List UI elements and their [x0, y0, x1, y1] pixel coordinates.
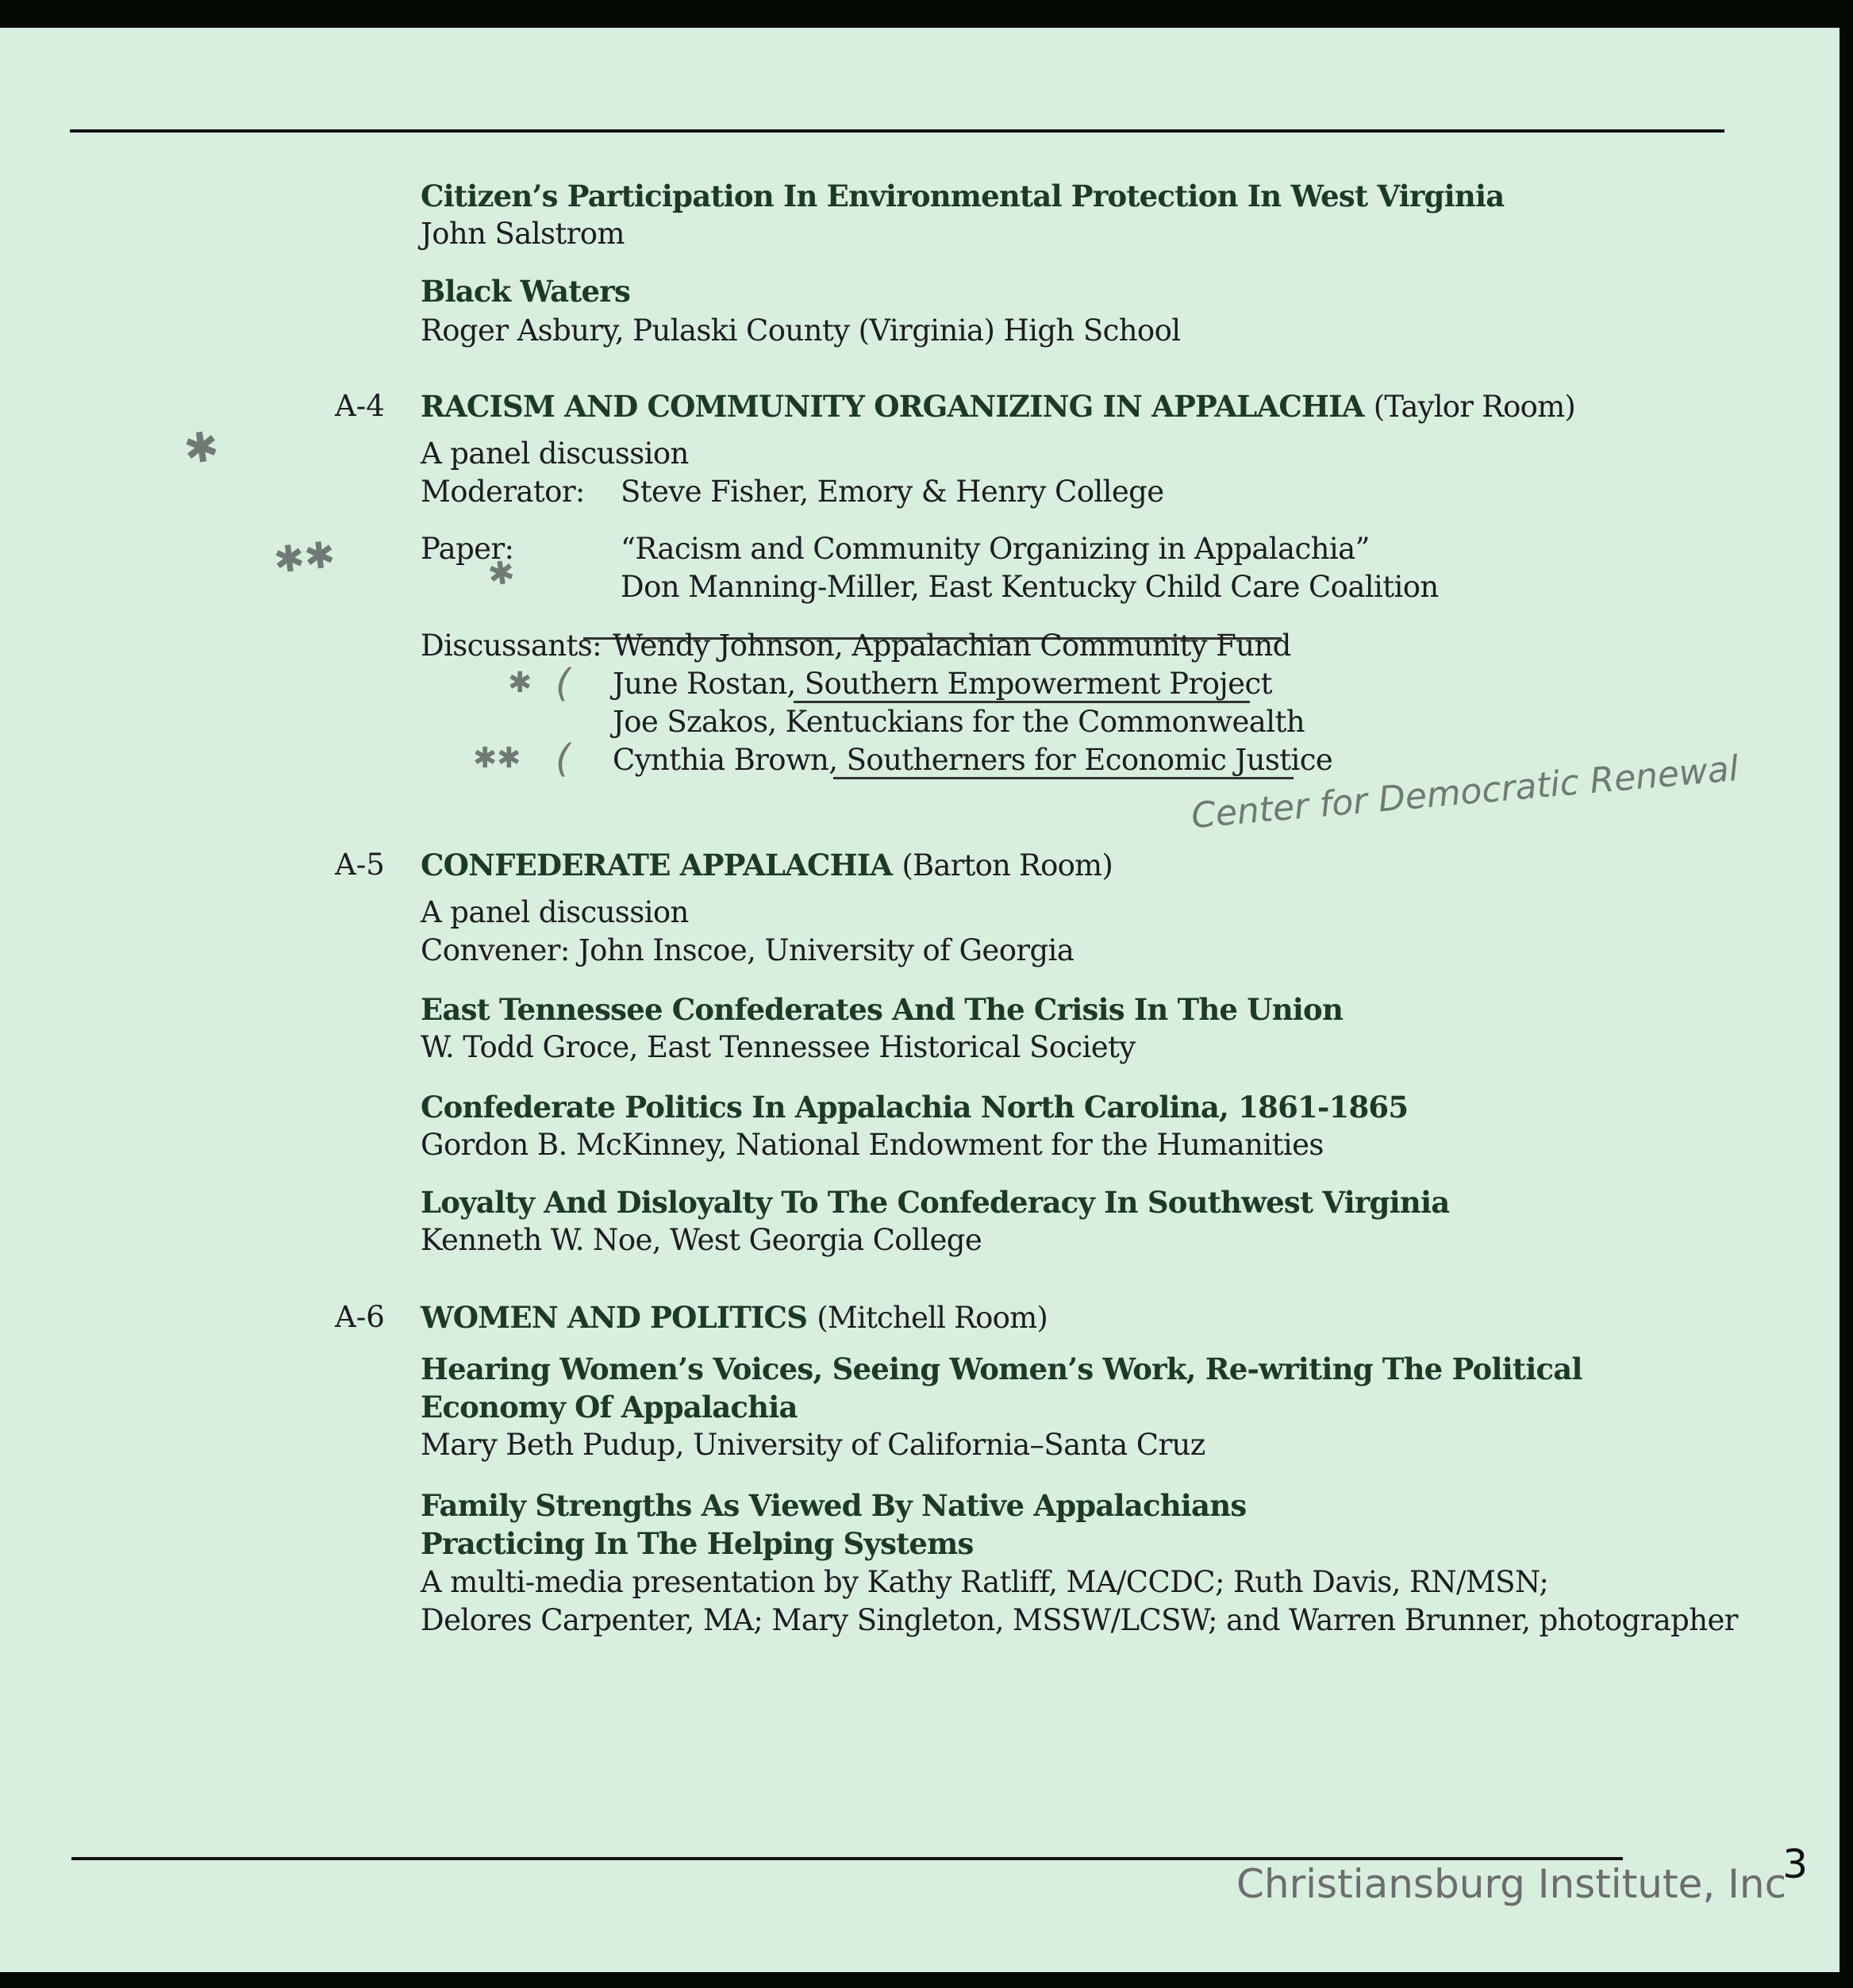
bracket-annotation: (	[556, 661, 571, 706]
paper-label: Paper:	[421, 532, 514, 566]
asterisk-annotation: ✱	[485, 553, 517, 594]
discussants-label: Discussants:	[421, 629, 602, 663]
pencil-underline	[794, 701, 1250, 703]
discussant: Cynthia Brown, Southerners for Economic Justice	[613, 743, 1333, 777]
discussant: Joe Szakos, Kentuckians for the Commonwealth	[613, 705, 1305, 739]
asterisk-annotation: ✱✱	[271, 533, 337, 582]
asterisk-annotation: ✱✱	[473, 742, 521, 775]
talk-title: Economy Of Appalachia	[421, 1390, 798, 1425]
moderator-name: Steve Fisher, Emory & Henry College	[621, 475, 1164, 509]
talk-presenter: Roger Asbury, Pulaski County (Virginia) High School	[421, 313, 1181, 348]
bracket-annotation: (	[556, 736, 571, 781]
talk-presenter: Mary Beth Pudup, University of California–Santa Cruz	[421, 1428, 1205, 1462]
program-page	[0, 28, 1840, 1972]
session-code: A-4	[335, 389, 385, 423]
talk-title: Black Waters	[421, 274, 631, 309]
talk-presenter: W. Todd Groce, East Tennessee Historical Society	[421, 1030, 1136, 1064]
asterisk-annotation: ✱	[508, 667, 532, 699]
session-title-text: CONFEDERATE APPALACHIA	[421, 848, 893, 882]
session-title-text: RACISM AND COMMUNITY ORGANIZING IN APPALACHIA	[421, 389, 1364, 424]
talk-title: Hearing Women’s Voices, Seeing Women’s Work, Re-writing The Political	[421, 1352, 1582, 1386]
watermark-text: Christiansburg Institute, Inc	[1236, 1861, 1787, 1907]
session-code: A-6	[335, 1300, 385, 1334]
talk-presenter: Gordon B. McKinney, National Endowment for the Humanities	[421, 1128, 1324, 1162]
moderator-label: Moderator:	[421, 475, 585, 509]
session-room: (Taylor Room)	[1373, 390, 1576, 424]
asterisk-annotation: ✱	[181, 422, 222, 475]
talk-presenter: A multi-media presentation by Kathy Ratliff, MA/CCDC; Ruth Davis, RN/MSN;	[421, 1565, 1549, 1599]
paper-title: “Racism and Community Organizing in Appalachia”	[621, 532, 1370, 566]
session-title	[421, 1300, 1048, 1335]
talk-presenter: Delores Carpenter, MA; Mary Singleton, MSSW/LCSW; and Warren Brunner, photographer	[421, 1603, 1738, 1637]
page-number: 3	[1782, 1841, 1808, 1887]
talk-title: Citizen’s Participation In Environmental Protection In West Virginia	[421, 179, 1505, 213]
pencil-underline	[833, 777, 1294, 779]
talk-title: Confederate Politics In Appalachia North Carolina, 1861-1865	[421, 1090, 1409, 1125]
talk-presenter: John Salstrom	[421, 217, 625, 251]
bottom-rule	[71, 1857, 1623, 1860]
handwritten-note: Center for Democratic Renewal	[1190, 748, 1740, 837]
session-room: (Barton Room)	[902, 848, 1113, 882]
discussant: June Rostan, Southern Empowerment Project	[613, 667, 1272, 701]
paper-author: Don Manning-Miller, East Kentucky Child Care Coalition	[621, 570, 1439, 604]
talk-title: Loyalty And Disloyalty To The Confederacy In Southwest Virginia	[421, 1185, 1450, 1220]
talk-title: East Tennessee Confederates And The Crisis In The Union	[421, 992, 1344, 1027]
session-title	[421, 389, 1575, 424]
session-title	[421, 848, 1113, 882]
session-code: A-5	[335, 848, 385, 882]
discussant: Wendy Johnson, Appalachian Community Fund	[613, 629, 1291, 663]
session-title-text: WOMEN AND POLITICS	[421, 1300, 808, 1335]
talk-title: Practicing In The Helping Systems	[421, 1526, 974, 1561]
convener: Convener: John Inscoe, University of Georgia	[421, 933, 1075, 967]
session-format: A panel discussion	[421, 436, 689, 471]
talk-presenter: Kenneth W. Noe, West Georgia College	[421, 1223, 982, 1257]
talk-title: Family Strengths As Viewed By Native Appalachians	[421, 1488, 1247, 1523]
session-room: (Mitchell Room)	[817, 1301, 1048, 1335]
session-format: A panel discussion	[421, 895, 689, 929]
top-rule	[70, 129, 1724, 133]
